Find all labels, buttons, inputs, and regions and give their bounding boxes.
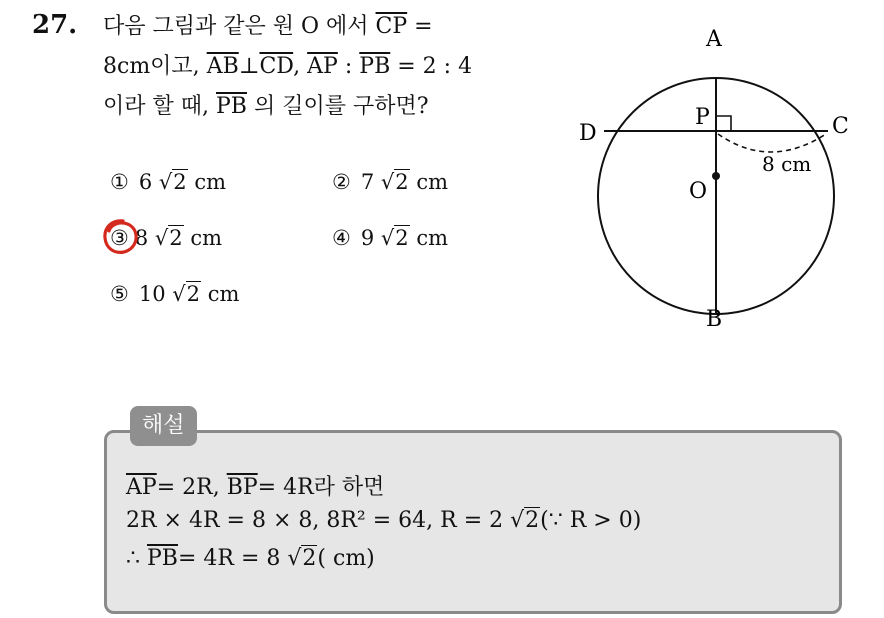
choice-mark: ⑤ <box>110 282 129 306</box>
choice-5[interactable] <box>110 282 239 306</box>
choice-1[interactable] <box>110 170 226 194</box>
segment-bp: $\overline{BP}$ <box>226 475 258 500</box>
condition: (∵ R > 0) <box>540 508 642 533</box>
choice-unit: cm <box>194 170 227 194</box>
question-text: 다음 그림과 같은 원 O 에서 <box>103 14 369 39</box>
radicand: 2 <box>169 226 183 250</box>
radicand: 2 <box>525 508 540 533</box>
choice-unit: cm <box>207 282 240 306</box>
ask-text: 의 길이를 구하면? <box>253 94 429 119</box>
colon: : <box>344 54 353 79</box>
segment-cp: $\overline{CP}$ <box>375 14 408 39</box>
choice-unit: cm <box>416 170 449 194</box>
length-label: 8 cm <box>762 152 812 176</box>
ratio-text: = 2 : 4 <box>397 54 473 79</box>
equals-sign: = <box>414 14 433 39</box>
sqrt-symbol: √2 <box>380 170 409 194</box>
radicand: 2 <box>395 170 409 194</box>
equation: 2R × 4R = 8 × 8, 8R² = 64, R = 2 <box>126 508 504 533</box>
therefore-symbol: ∴ <box>126 546 140 571</box>
sqrt-symbol: √2 <box>380 226 409 250</box>
radicand: 2 <box>186 282 201 306</box>
segment-pb: $\overline{PB}$ <box>147 546 178 571</box>
label-a: A <box>706 27 722 52</box>
choice-unit: cm <box>416 226 449 250</box>
choice-mark: ② <box>332 170 351 194</box>
circle-diagram <box>570 20 870 340</box>
selected-answer-circle-icon <box>101 217 141 257</box>
question-number: 27. <box>32 10 78 40</box>
length-text: 8cm이고, <box>103 54 200 79</box>
segment-ap: $\overline{AP}$ <box>307 54 338 79</box>
sqrt-symbol: √2 <box>172 282 201 306</box>
sqrt-symbol: √2 <box>158 170 187 194</box>
solution-line-2 <box>126 508 641 533</box>
equation: = 4R라 하면 <box>257 475 385 500</box>
question-line-1 <box>103 8 553 46</box>
condition-text: 이라 할 때, <box>103 94 209 119</box>
segment-pb: $\overline{PB}$ <box>359 54 391 79</box>
choice-coef: 6 <box>138 170 153 194</box>
solution-line-1 <box>126 470 384 501</box>
segment-ap: $\overline{AP}$ <box>126 475 157 500</box>
choice-mark: ④ <box>332 226 351 250</box>
label-d: D <box>579 121 597 146</box>
equation: = 4R = 8 <box>177 546 281 571</box>
perp-symbol: ⊥ <box>238 54 260 79</box>
choice-coef: 10 <box>138 282 166 306</box>
radicand: 2 <box>302 546 317 571</box>
segment-pb-ask: $\overline{PB}$ <box>216 94 247 119</box>
solution-line-3 <box>126 546 375 571</box>
choice-unit: cm <box>190 226 223 250</box>
choice-coef: 9 <box>360 226 375 250</box>
radicand: 2 <box>395 226 409 250</box>
label-o: O <box>689 179 708 204</box>
comma: , <box>293 54 301 79</box>
sqrt-symbol: √2 <box>154 226 183 250</box>
choice-mark: ③ <box>110 226 129 250</box>
equation: = 2R, <box>156 475 220 500</box>
segment-cd: $\overline{CD}$ <box>259 54 294 79</box>
unit: ( cm) <box>317 546 375 571</box>
sqrt-symbol: √2 <box>287 546 317 571</box>
choice-coef: 7 <box>360 170 375 194</box>
label-b: B <box>706 307 723 332</box>
center-point <box>712 172 720 180</box>
question-line-2 <box>103 48 553 86</box>
label-p: P <box>695 105 710 130</box>
sqrt-symbol: √2 <box>510 508 540 533</box>
right-angle-mark <box>716 116 731 131</box>
segment-ab: $\overline{AB}$ <box>206 54 239 79</box>
question-line-3 <box>103 88 553 126</box>
radicand: 2 <box>173 170 187 194</box>
label-c: C <box>832 114 849 139</box>
choice-mark: ① <box>110 170 129 194</box>
solution-tag: 해설 <box>130 406 197 446</box>
length-brace <box>718 134 826 152</box>
choice-coef: 8 <box>134 226 149 250</box>
choice-2[interactable] <box>332 170 448 194</box>
choice-4[interactable] <box>332 226 448 250</box>
